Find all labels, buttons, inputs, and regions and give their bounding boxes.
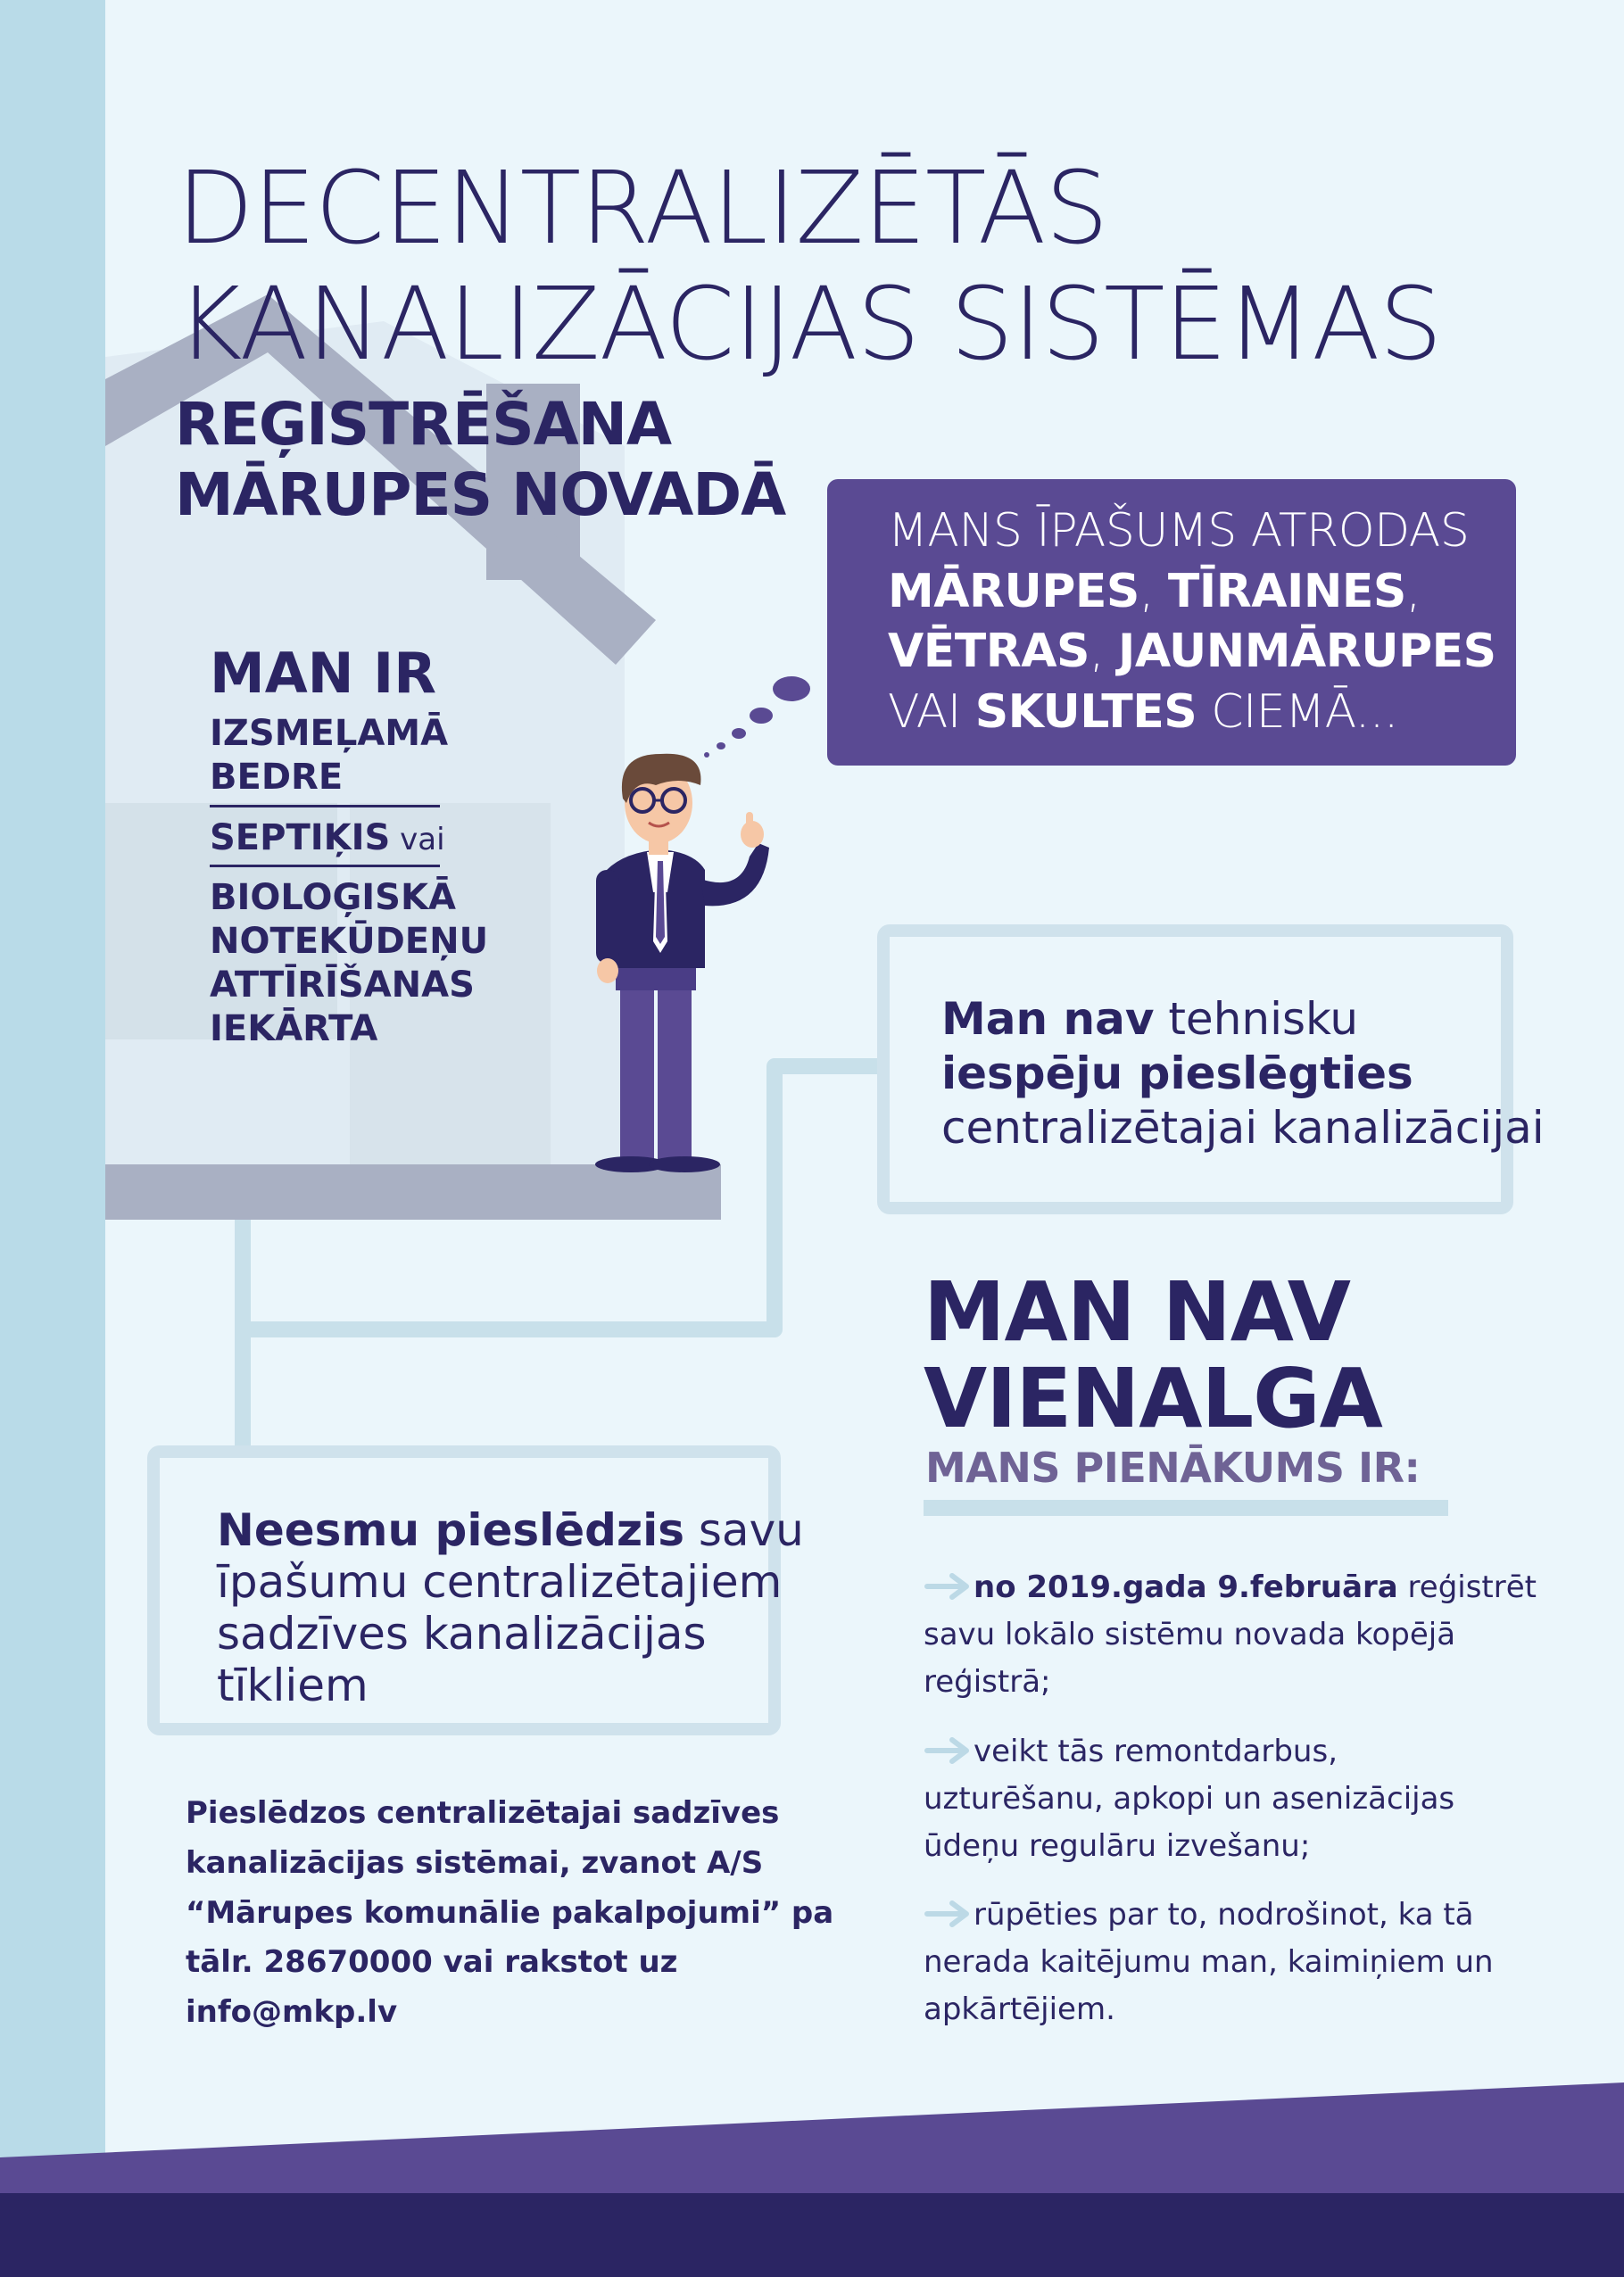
left-pole [0, 0, 105, 2277]
man-ir-divider-2 [210, 865, 440, 867]
arrow-right-icon [924, 1570, 974, 1602]
title-line-1: DECENTRALIZĒTĀS [177, 151, 1108, 267]
contact-email[interactable]: info@mkp.lv [186, 1994, 398, 2030]
man-ir-divider-1 [210, 805, 440, 807]
duty-item-2: veikt tās remontdarbus, uzturēšanu, apkopi un asenizācijas ūdeņu regulāru izvešanu; [924, 1734, 1455, 1865]
box-not-connected-text: Neesmu pieslēdzis savu īpašumu centralizētajiem sadzīves kanalizācijas tīkliem [217, 1504, 804, 1711]
title-line-2: KANALIZĀCIJAS SISTĒMAS [177, 267, 1442, 383]
thought-dots [704, 676, 810, 758]
speech-box-text [888, 501, 1496, 742]
man-ir-item-2: SEPTIĶIS vai [210, 816, 445, 858]
box-not-connected [147, 1445, 804, 1735]
man-ir-title: MAN IR [210, 641, 436, 706]
bottom-band-navy [0, 2193, 1624, 2277]
duty-item-1: no 2019.gada 9.februāra reģistrēt savu lokālo sistēmu novada kopējā reģistrā; [924, 1569, 1537, 1701]
speech-line-2: MĀRUPES, TĪRAINES, [888, 564, 1421, 618]
man-nav-title: MAN NAV VIENALGA [924, 1264, 1382, 1446]
box-no-technical-possibility [877, 924, 1545, 1214]
subtitle-line-2: MĀRUPES NOVADĀ [175, 460, 786, 529]
box-tech-text: Man nav tehnisku iespēju pieslēgties centralizētajai kanalizācijai [941, 993, 1545, 1154]
arrow-right-icon [924, 1735, 974, 1767]
duty-divider [924, 1500, 1448, 1516]
speech-line-3: VĒTRAS, JAUNMĀRUPES [888, 625, 1496, 679]
speech-line-1: MANS ĪPAŠUMS ATRODAS [888, 504, 1470, 558]
duty-title: MANS PIENĀKUMS IR: [925, 1444, 1421, 1492]
man-ir-item-3: BIOLOĢISKĀ NOTEKŪDEŅU ATTĪRĪŠANAS IEKĀRTA [210, 877, 489, 1049]
duty-item-3: rūpēties par to, nodrošinot, ka tā nerada kaitējumu man, kaimiņiem un apkārtējiem. [924, 1897, 1494, 2028]
subtitle-line-1: REĢISTRĒŠANA [175, 390, 672, 459]
contact-info: Pieslēdzos centralizētajai sadzīves kanalizācijas sistēmai, zvanot A/S “Mārupes komunālie pakalpojumi” pa tālr. 28670000 vai rakstot uz info@mkp.lv [186, 1789, 833, 2038]
speech-line-4: VAI SKULTES CIEMĀ... [888, 684, 1398, 739]
arrow-right-icon [924, 1898, 974, 1930]
man-ir-item-1: IZSMEĻAMĀ BEDRE [210, 713, 449, 798]
man-ir-list [210, 712, 489, 1051]
